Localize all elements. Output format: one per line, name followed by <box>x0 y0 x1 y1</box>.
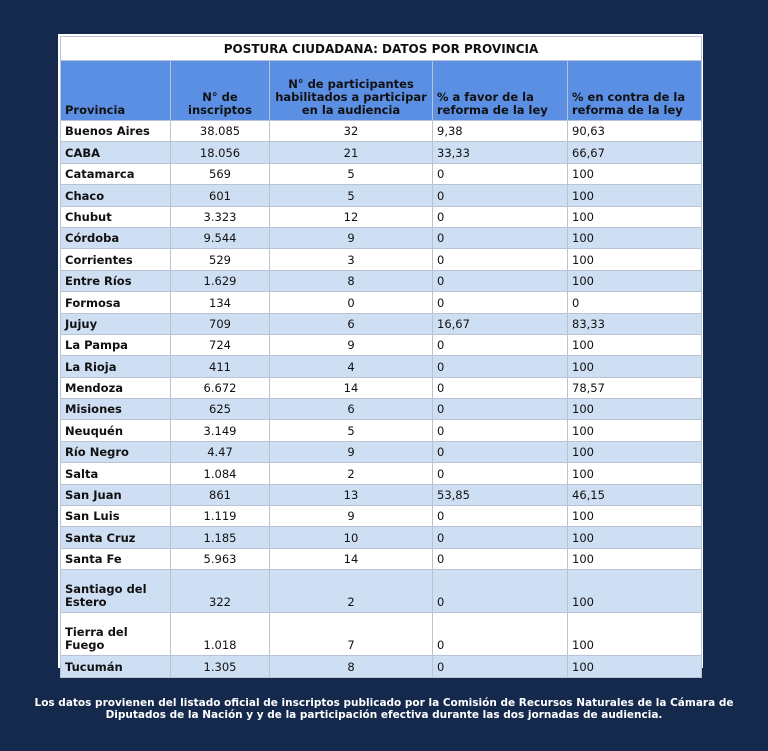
cell-contra: 100 <box>568 249 702 270</box>
table-row <box>61 206 702 227</box>
cell-favor: 0 <box>433 270 568 291</box>
table-row <box>61 399 702 420</box>
cell-habilitados: 9 <box>270 441 433 462</box>
cell-contra: 100 <box>568 399 702 420</box>
cell-provincia: CABA <box>61 142 171 163</box>
cell-favor: 0 <box>433 249 568 270</box>
cell-contra: 100 <box>568 270 702 291</box>
cell-provincia: Tucumán <box>61 656 171 677</box>
cell-provincia: La Rioja <box>61 356 171 377</box>
cell-contra: 66,67 <box>568 142 702 163</box>
cell-habilitados: 10 <box>270 527 433 548</box>
cell-provincia: Entre Ríos <box>61 270 171 291</box>
cell-habilitados: 6 <box>270 313 433 334</box>
data-table-card <box>58 34 703 674</box>
header-habilitados: N° de participantes habilitados a participar en la audiencia <box>270 61 433 121</box>
table-row <box>61 463 702 484</box>
cell-contra: 100 <box>568 506 702 527</box>
table-row <box>61 656 702 677</box>
cell-provincia: Santiago del Estero <box>61 570 171 613</box>
cell-inscriptos: 5.963 <box>171 548 270 569</box>
table-row <box>61 506 702 527</box>
cell-favor: 0 <box>433 570 568 613</box>
table-row <box>61 163 702 184</box>
cell-habilitados: 14 <box>270 377 433 398</box>
cell-provincia: Misiones <box>61 399 171 420</box>
cell-contra: 100 <box>568 227 702 248</box>
header-favor: % a favor de la reforma de la ley <box>433 61 568 121</box>
cell-favor: 0 <box>433 613 568 656</box>
cell-inscriptos: 3.323 <box>171 206 270 227</box>
cell-favor: 0 <box>433 656 568 677</box>
cell-contra: 100 <box>568 570 702 613</box>
cell-contra: 100 <box>568 463 702 484</box>
cell-contra: 90,63 <box>568 121 702 142</box>
cell-inscriptos: 1.629 <box>171 270 270 291</box>
cell-contra: 100 <box>568 163 702 184</box>
cell-inscriptos: 3.149 <box>171 420 270 441</box>
cell-inscriptos: 9.544 <box>171 227 270 248</box>
cell-inscriptos: 601 <box>171 185 270 206</box>
cell-contra: 78,57 <box>568 377 702 398</box>
cell-inscriptos: 1.084 <box>171 463 270 484</box>
cell-favor: 0 <box>433 206 568 227</box>
table-row <box>61 356 702 377</box>
cell-habilitados: 14 <box>270 548 433 569</box>
cell-inscriptos: 861 <box>171 484 270 505</box>
cell-provincia: Río Negro <box>61 441 171 462</box>
cell-contra: 0 <box>568 292 702 313</box>
cell-provincia: Tierra del Fuego <box>61 613 171 656</box>
cell-provincia: La Pampa <box>61 334 171 355</box>
header-inscriptos: N° de inscriptos <box>171 61 270 121</box>
cell-contra: 46,15 <box>568 484 702 505</box>
cell-habilitados: 0 <box>270 292 433 313</box>
cell-habilitados: 2 <box>270 463 433 484</box>
cell-contra: 100 <box>568 334 702 355</box>
cell-provincia: Jujuy <box>61 313 171 334</box>
cell-inscriptos: 411 <box>171 356 270 377</box>
cell-habilitados: 5 <box>270 420 433 441</box>
cell-habilitados: 5 <box>270 163 433 184</box>
cell-provincia: San Juan <box>61 484 171 505</box>
cell-favor: 0 <box>433 420 568 441</box>
table-row <box>61 121 702 142</box>
cell-provincia: Formosa <box>61 292 171 313</box>
cell-habilitados: 32 <box>270 121 433 142</box>
table-row <box>61 227 702 248</box>
cell-favor: 33,33 <box>433 142 568 163</box>
cell-inscriptos: 4.47 <box>171 441 270 462</box>
cell-favor: 0 <box>433 463 568 484</box>
cell-inscriptos: 322 <box>171 570 270 613</box>
source-footnote: Los datos provienen del listado oficial de inscriptos publicado por la Comisión de Recursos Naturales de la Cámara de Diputados de la Nación y y de la participación efectiva durante las dos jornadas de audiencia. <box>34 697 734 721</box>
cell-provincia: Neuquén <box>61 420 171 441</box>
cell-favor: 0 <box>433 227 568 248</box>
cell-favor: 0 <box>433 548 568 569</box>
cell-contra: 83,33 <box>568 313 702 334</box>
cell-favor: 0 <box>433 334 568 355</box>
cell-habilitados: 2 <box>270 570 433 613</box>
cell-favor: 53,85 <box>433 484 568 505</box>
cell-inscriptos: 529 <box>171 249 270 270</box>
cell-habilitados: 9 <box>270 506 433 527</box>
cell-habilitados: 3 <box>270 249 433 270</box>
cell-contra: 100 <box>568 206 702 227</box>
header-contra: % en contra de la reforma de la ley <box>568 61 702 121</box>
cell-provincia: Santa Cruz <box>61 527 171 548</box>
header-provincia: Provincia <box>61 61 171 121</box>
cell-favor: 0 <box>433 506 568 527</box>
table-row <box>61 613 702 656</box>
cell-favor: 16,67 <box>433 313 568 334</box>
cell-provincia: Santa Fe <box>61 548 171 569</box>
table-title: POSTURA CIUDADANA: DATOS POR PROVINCIA <box>61 37 702 61</box>
cell-inscriptos: 6.672 <box>171 377 270 398</box>
table-row <box>61 527 702 548</box>
cell-inscriptos: 724 <box>171 334 270 355</box>
cell-favor: 0 <box>433 377 568 398</box>
cell-habilitados: 5 <box>270 185 433 206</box>
cell-provincia: Catamarca <box>61 163 171 184</box>
cell-inscriptos: 1.018 <box>171 613 270 656</box>
cell-contra: 100 <box>568 613 702 656</box>
cell-contra: 100 <box>568 420 702 441</box>
cell-inscriptos: 1.185 <box>171 527 270 548</box>
cell-inscriptos: 709 <box>171 313 270 334</box>
cell-favor: 0 <box>433 185 568 206</box>
cell-habilitados: 7 <box>270 613 433 656</box>
table-row <box>61 420 702 441</box>
cell-contra: 100 <box>568 356 702 377</box>
cell-contra: 100 <box>568 527 702 548</box>
cell-inscriptos: 569 <box>171 163 270 184</box>
cell-provincia: San Luis <box>61 506 171 527</box>
cell-provincia: Chaco <box>61 185 171 206</box>
cell-provincia: Mendoza <box>61 377 171 398</box>
cell-favor: 9,38 <box>433 121 568 142</box>
table-row <box>61 377 702 398</box>
province-table <box>60 36 702 678</box>
table-row <box>61 249 702 270</box>
cell-habilitados: 13 <box>270 484 433 505</box>
cell-habilitados: 12 <box>270 206 433 227</box>
cell-inscriptos: 134 <box>171 292 270 313</box>
table-row <box>61 484 702 505</box>
cell-contra: 100 <box>568 656 702 677</box>
cell-habilitados: 9 <box>270 227 433 248</box>
cell-favor: 0 <box>433 292 568 313</box>
table-row <box>61 142 702 163</box>
cell-inscriptos: 18.056 <box>171 142 270 163</box>
cell-favor: 0 <box>433 527 568 548</box>
cell-habilitados: 8 <box>270 656 433 677</box>
table-row <box>61 570 702 613</box>
table-row <box>61 334 702 355</box>
cell-inscriptos: 625 <box>171 399 270 420</box>
cell-favor: 0 <box>433 399 568 420</box>
table-row <box>61 292 702 313</box>
table-row <box>61 185 702 206</box>
cell-inscriptos: 38.085 <box>171 121 270 142</box>
cell-habilitados: 8 <box>270 270 433 291</box>
cell-favor: 0 <box>433 441 568 462</box>
cell-contra: 100 <box>568 548 702 569</box>
cell-provincia: Chubut <box>61 206 171 227</box>
cell-favor: 0 <box>433 356 568 377</box>
cell-inscriptos: 1.305 <box>171 656 270 677</box>
cell-contra: 100 <box>568 185 702 206</box>
cell-favor: 0 <box>433 163 568 184</box>
cell-provincia: Córdoba <box>61 227 171 248</box>
table-row <box>61 441 702 462</box>
cell-provincia: Salta <box>61 463 171 484</box>
cell-provincia: Buenos Aires <box>61 121 171 142</box>
table-row <box>61 270 702 291</box>
cell-habilitados: 21 <box>270 142 433 163</box>
cell-contra: 100 <box>568 441 702 462</box>
table-body <box>61 121 702 678</box>
cell-provincia: Corrientes <box>61 249 171 270</box>
table-row <box>61 548 702 569</box>
table-row <box>61 313 702 334</box>
cell-habilitados: 9 <box>270 334 433 355</box>
cell-inscriptos: 1.119 <box>171 506 270 527</box>
cell-habilitados: 4 <box>270 356 433 377</box>
cell-habilitados: 6 <box>270 399 433 420</box>
